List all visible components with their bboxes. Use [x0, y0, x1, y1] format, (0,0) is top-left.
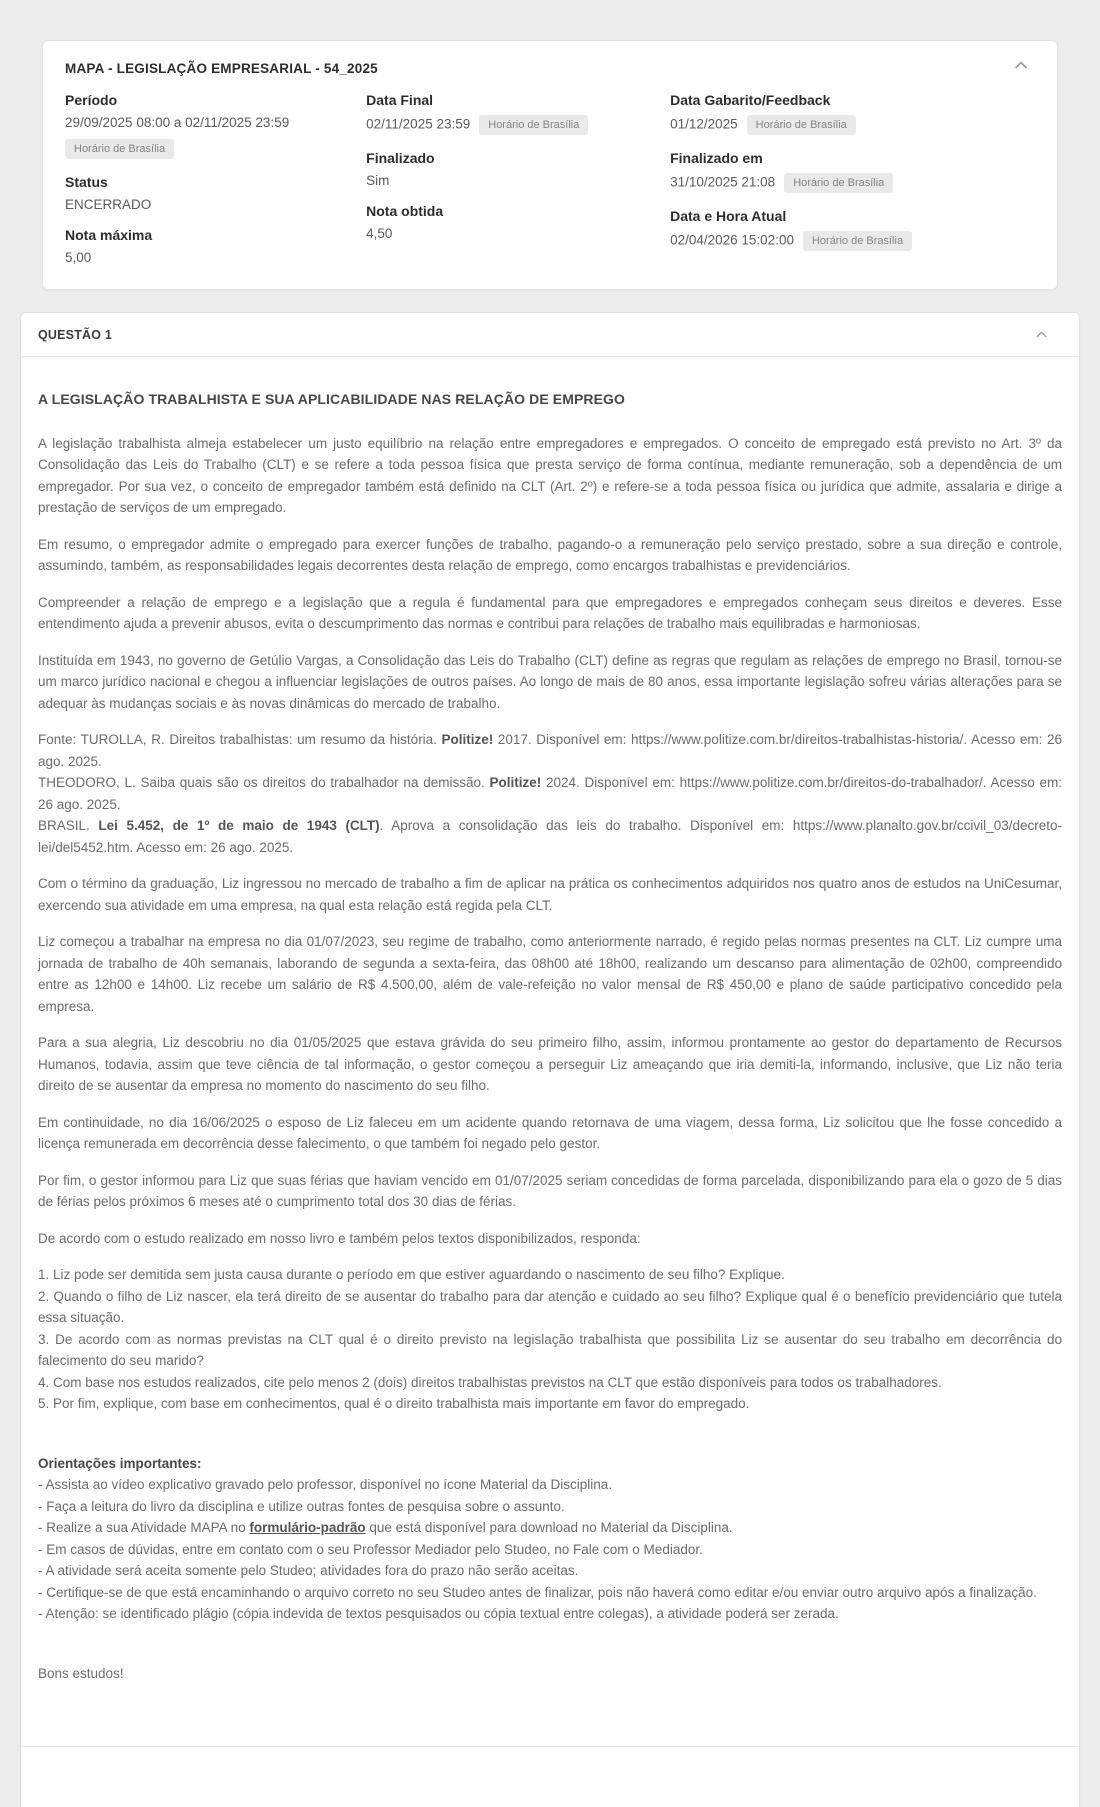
guideline-item — [38, 1560, 1062, 1582]
field-value: 29/09/2025 08:00 a 02/11/2025 23:59 — [65, 115, 290, 130]
field-value-text: 31/10/2025 21:08 — [670, 174, 776, 190]
field-data-hora-atual — [670, 208, 1033, 251]
prompt-line: De acordo com o estudo realizado em nosso livro e também pelos textos disponibilizados, responda: — [38, 1230, 641, 1246]
paragraph: Em continuidade, no dia 16/06/2025 o esposo de Liz faleceu em um acidente quando retornava de uma viagem, dessa forma, Liz solicitou que lhe fosse concedido a licença remunerada em decorrência desse falecimento, o que também foi negado pelo gestor. — [38, 1114, 1062, 1151]
paragraph: Para a sua alegria, Liz descobriu no dia 01/05/2025 que estava grávida do seu primeiro filho, assim, informou prontamente ao gestor do departamento de Recursos Humanos, todavia, assim que teve ciência de tal informação, o gestor começou a perseguir Liz ameaçando que iria demiti-la, informando, inclusive, que Liz não teria direito de se ausentar da empresa no momento do nascimento do seu filho. — [38, 1035, 1062, 1093]
field-value: Sim — [366, 173, 390, 188]
field-label: Finalizado em — [670, 150, 763, 166]
guideline-text: que está disponível para download no Material da Disciplina. — [365, 1520, 733, 1535]
reference-item — [38, 772, 1062, 815]
paragraph: Por fim, o gestor informou para Liz que suas férias que haviam vencido em 01/07/2025 seriam concedidas de forma parcelada, disponibilizando para ela o gozo de 5 dias de férias pelos próximos 6 meses até o cumprimento total dos 30 dias de férias. — [38, 1172, 1062, 1209]
timezone-badge: Horário de Brasília — [747, 115, 856, 135]
guideline-text: - Certifique-se de que está encaminhando o arquivo correto no seu Studeo antes de finalizar, pois não haverá como editar e/ou enviar outro arquivo após a finalização. — [38, 1584, 1037, 1600]
closing-line: Bons estudos! — [38, 1665, 124, 1681]
question-body — [21, 357, 1079, 1747]
question-title: A LEGISLAÇÃO TRABALHISTA E SUA APLICABILIDADE NAS RELAÇÃO DE EMPREGO — [38, 391, 626, 407]
reference-text: BRASIL. — [38, 818, 99, 833]
field-value-text: 02/11/2025 23:59 — [366, 116, 471, 132]
questions-list — [38, 1264, 1062, 1415]
reference-text: THEODORO, L. Saiba quais são os direitos do trabalhador na demissão. — [38, 775, 490, 790]
guideline-text: - Atenção: se identificado plágio (cópia indevida de textos pesquisados ou cópia textual entre colegas), a atividade poderá ser zerada. — [38, 1606, 839, 1621]
timezone-badge: Horário de Brasília — [479, 115, 588, 135]
paragraph: Em resumo, o empregador admite o empregado para exercer funções de trabalho, pagando-o a remuneração pelo serviço prestado, sobre a sua direção e controle, assumindo, também, as responsabilidades legais decorrentes desta relação de emprego, como encargos trabalhistas e previdenciários. — [38, 536, 1062, 573]
field-value — [670, 173, 1033, 193]
reference-item — [38, 815, 1062, 858]
field-status — [65, 174, 344, 212]
reference-source: Lei 5.452, de 1º de maio de 1943 (CLT) — [98, 818, 380, 833]
guideline-text: - Assista ao vídeo explicativo gravado pelo professor, disponível no ícone Material da Disciplina. — [38, 1477, 613, 1492]
reference-text: Fonte: TUROLLA, R. Direitos trabalhistas: um resumo da história. — [38, 732, 442, 747]
field-value: 4,50 — [366, 226, 393, 241]
field-label: Data e Hora Atual — [670, 208, 787, 224]
guideline-item — [38, 1496, 1062, 1518]
field-label: Nota máxima — [65, 227, 153, 243]
question-item: 2. Quando o filho de Liz nascer, ela terá direito de se ausentar do trabalho para dar atenção e cuidado ao seu filho? Explique qual é o benefício previdenciário que tutela essa situação. — [38, 1288, 1062, 1325]
field-data-final — [366, 92, 648, 135]
question-item: 5. Por fim, explique, com base em conhecimentos, qual é o direito trabalhista mais importante em favor do empregado. — [38, 1396, 750, 1411]
field-label: Data Final — [366, 92, 434, 108]
chevron-up-icon — [1036, 326, 1047, 341]
field-value — [670, 115, 1033, 135]
reference-source: Politize! — [489, 775, 542, 790]
reference-text: . Aprova a consolidação das leis do trabalho. Disponível em: https://www.planalto.gov.br/ccivil_03/decreto-lei/del5452.htm. Acesso em: 26 ago. 2025. — [38, 818, 1062, 855]
field-label: Data Gabarito/Feedback — [670, 92, 831, 108]
guideline-item — [38, 1474, 1062, 1496]
reference-text: 2017. Disponível em: https://www.politize.com.br/direitos-trabalhistas-historia/. Acesso em: 26 ago. 2025. — [38, 732, 1062, 769]
field-finalizado — [366, 150, 648, 188]
field-label: Nota obtida — [366, 203, 444, 219]
paragraph: Liz começou a trabalhar na empresa no dia 01/07/2023, seu regime de trabalho, como anteriormente narrado, é regido pelas normas presentes na CLT. Liz cumpre uma jornada de trabalho de 40h semanais, laborando de segunda a sexta-feira, das 08h00 até 18h00, realizando um descanso para alimentação de 02h00, compreendido entre as 12h00 e 14h00. Liz recebe um salário de R$ 4.500,00, além de vale-refeição no valor mensal de R$ 450,00 e plano de saúde participativo concedido pela empresa. — [38, 934, 1062, 1014]
field-label: Status — [65, 174, 108, 190]
activity-column-1 — [65, 92, 344, 265]
reference-text: 2024. Disponível em: https://www.politize.com.br/direitos-do-trabalhador/. Acesso em: 26 ago. 2025. — [38, 775, 1062, 812]
guideline-text: - A atividade será aceita somente pelo Studeo; atividades fora do prazo não serão aceitas. — [38, 1563, 579, 1578]
guidelines-block — [38, 1453, 1062, 1625]
question-header-label: QUESTÃO 1 — [38, 327, 113, 342]
collapse-activity-button[interactable] — [1011, 57, 1031, 73]
field-periodo — [65, 92, 344, 159]
guideline-emphasis: formulário-padrão — [249, 1520, 366, 1535]
guideline-item — [38, 1517, 1062, 1539]
activity-title: MAPA - LEGISLAÇÃO EMPRESARIAL - 54_2025 — [65, 61, 378, 76]
activity-column-3 — [670, 92, 1033, 265]
section-divider — [21, 1746, 1079, 1747]
field-value — [366, 115, 648, 135]
field-nota-obtida — [366, 203, 648, 241]
status-value: ENCERRADO — [65, 197, 152, 212]
paragraph: Instituída em 1943, no governo de Getúlio Vargas, a Consolidação das Leis do Trabalho (CLT) define as regras que regulam as relações de emprego no Brasil, tornou-se um marco jurídico nacional e chegou a influenciar legislações de outros países. Ao longo de mais de 80 anos, essa importante legislação sofreu várias alterações para se adequar às mudanças sociais e às novas dinâmicas do mercado de trabalho. — [38, 652, 1062, 711]
reference-source: Politize! — [441, 732, 494, 747]
guideline-item — [38, 1582, 1062, 1604]
chevron-up-icon — [1015, 57, 1027, 72]
paragraph: A legislação trabalhista almeja estabelecer um justo equilíbrio na relação entre empregadores e empregados. O conceito de empregado está previsto no Art. 3º da Consolidação das Leis do Trabalho (CLT) e se refere a toda pessoa física que presta serviço de forma contínua, mediante remuneração, sob a dependência de um empregador. Por sua vez, o conceito de empregador também está definido na CLT (Art. 2º) e refere-se a toda pessoa física ou jurídica que admite, assalaria e dirige a prestação de serviços de um empregado. — [38, 435, 1062, 515]
question-item: 4. Com base nos estudos realizados, cite pelo menos 2 (dois) direitos trabalhistas previstos na CLT que estão disponíveis para todos os trabalhadores. — [38, 1374, 942, 1390]
guideline-text: - Em casos de dúvidas, entre em contato com o seu Professor Mediador pelo Studeo, no Fale com o Mediador. — [38, 1541, 703, 1557]
references-block — [38, 729, 1062, 858]
activity-column-2 — [366, 92, 648, 265]
field-value: 5,00 — [65, 250, 92, 265]
question-item: 1. Liz pode ser demitida sem justa causa durante o período em que estiver aguardando o nascimento de seu filho? Explique. — [38, 1267, 785, 1282]
field-finalizado-em — [670, 150, 1033, 193]
field-value — [670, 231, 1033, 251]
collapse-question-button[interactable] — [1032, 327, 1051, 342]
reference-item — [38, 729, 1062, 772]
activity-summary-card — [42, 40, 1058, 290]
paragraph: Compreender a relação de emprego e a legislação que a regula é fundamental para que empregadores e empregados conheçam seus direitos e deveres. Esse entendimento ajuda a prevenir abusos, evita o descumprimento das normas e contribui para relações de trabalho mais equilibradas e harmoniosas. — [38, 594, 1062, 631]
paragraph: Com o término da graduação, Liz ingressou no mercado de trabalho a fim de aplicar na prática os conhecimentos adquiridos nos quatro anos de estudos na UniCesumar, exercendo sua atividade em uma empresa, na qual esta relação está regida pela CLT. — [38, 876, 1062, 913]
question-item: 3. De acordo com as normas previstas na CLT qual é o direito previsto na legislação trabalhista que possibilita Liz se ausentar do seu trabalho em decorrência do falecimento do seu marido? — [38, 1331, 1062, 1368]
guideline-text: - Realize a sua Atividade MAPA no — [38, 1520, 250, 1535]
guideline-item — [38, 1539, 1062, 1561]
field-nota-maxima — [65, 227, 344, 265]
question-header — [21, 313, 1079, 357]
field-data-gabarito — [670, 92, 1033, 135]
activity-fields-grid — [65, 92, 1033, 265]
question-card — [20, 312, 1080, 1807]
field-value-text: 01/12/2025 — [670, 116, 738, 132]
guideline-text: - Faça a leitura do livro da disciplina e utilize outras fontes de pesquisa sobre o assunto. — [38, 1498, 565, 1514]
timezone-badge: Horário de Brasília — [784, 173, 893, 193]
guideline-item — [38, 1603, 1062, 1625]
field-label: Período — [65, 92, 118, 108]
timezone-badge: Horário de Brasília — [65, 139, 174, 159]
guidelines-title: Orientações importantes: — [38, 1455, 202, 1471]
field-value-text: 02/04/2026 15:02:00 — [670, 232, 794, 248]
timezone-badge: Horário de Brasília — [803, 231, 912, 251]
field-label: Finalizado — [366, 150, 435, 166]
